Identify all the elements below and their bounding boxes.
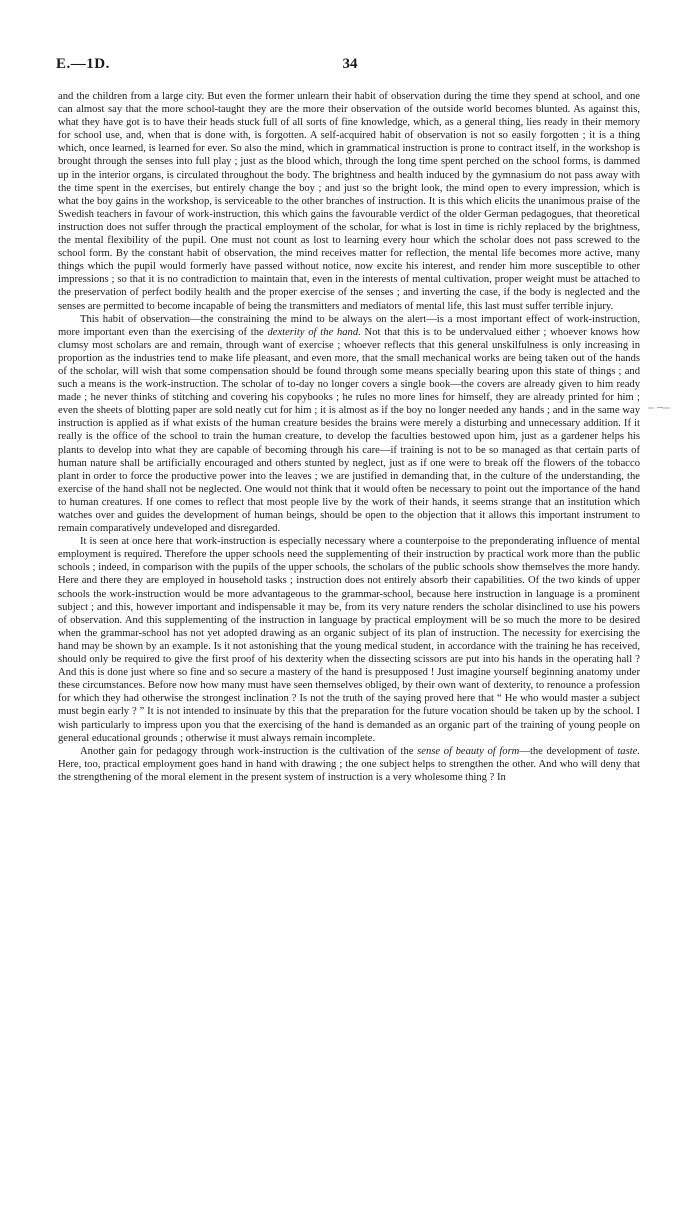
paragraph-observation bbox=[58, 313, 640, 536]
paragraph-text: and the children from a large city. But even the former unlearn their habit of observation during the time they spend at school, and one can almost say that the more school-taught they are the more their observation of the outside world becomes blunted. As against this, what they have got is to have their heads stuck full of all sorts of fine knowledge, which, as a general thing, lies ready in their memory for school use, and, when that is done with, is forgotten. A self-acquired habit of observation is not so easily forgotten ; it is a thing which, once learned, is learned for ever. So also the mind, which in grammatical instruction is prone to contract itself, in the workshop is brought through the senses into full play ; just as the blood which, through the long time spent perched on the school forms, is dammed up in the interior organs, is circulated throughout the body. The brightness and health induced by the gymnasium do not pass away with the time spent in the exercises, but entirely change the boy ; and just so the bright look, the mind open to every impression, which is what the boy gains in the workshop, is serviceable to the other branches of instruction. It is this which elicits the unanimous praise of the Swedish teachers in favour of work-instruction, this which gains the favourable verdict of the older German pedagogues, that theoretical instruction does not suffer through the practical employment of the scholar, for what is lost in time is richly replaced by the brightness, the mental flexibility of the pupil. One must not count as lost to learning every hour which the scholar does not pass screwed to the school form. By the constant habit of observation, the mind receives matter for reflection, the mental life becomes more active, many things which the pupil would formerly have passed without notice, now excite his interest, and render him more susceptible to other impressions ; so that it is no contradiction to maintain that, even in the interests of mental cultivation, proper weight must be attached to the preservation of perfect bodily health and the proper exercise of the senses ; and inverting the case, if the body is neglected and the senses are permitted to become incapable of being the transmitters and mediators of mental life, this last must suffer terrible injury. bbox=[58, 91, 640, 312]
paragraph-text: Another gain for pedagogy through work-instruction is the cultivation of the bbox=[80, 745, 418, 757]
paragraph-upper-schools bbox=[58, 535, 640, 745]
report-reference: E.—1D. bbox=[56, 56, 110, 72]
italic-phrase: sense of beauty of form bbox=[417, 745, 520, 757]
page-number: 34 bbox=[342, 56, 358, 72]
paragraph-text: This habit of observation—the constraining the mind to be always on the alert—is a most important effect of work-instruction, more important even than the exercising of the bbox=[58, 313, 640, 338]
body-text bbox=[58, 90, 640, 784]
italic-phrase: dexterity of the hand. bbox=[267, 326, 361, 338]
paragraph-text: Not that this is to be undervalued either ; whoever knows how clumsy most scholars are and remain, through want of exercise ; whoever reflects that this general unskilfulness is only increasing in proportion as the industries tend to make life pleasant, and even more, that the small mechanical works are being taken out of the hands of the scholar, will wish that some compensation should be found through some means specially bearing upon this state of things ; and such a means is the work-instruction. The scholar of to-day no longer covers a single book—the covers are already given to him ready made ; he never thinks of stitching and covering his copybooks ; he rules no more lines for himself, they are already printed for him ; even the sheets of blotting paper are sold neatly cut for him ; it is almost as if the boy no longer needed any hands ; and in the same way instruction is applied as if what exists of the human creature besides the brains were merely a disturbing and unnecessary addition. If it really is the office of the school to train the human creature, to develop the faculties bestowed upon him, just as a gardener helps his plants to develop into what they are capable of becoming through his care—if training is not to be so managed as that certain parts of human nature shall be artificially encouraged and others stunted by neglect, just as if one were to break off the flowers of the tobacco plant in order to force the productive power into the leaves ; we are justified in demanding that, in the culture of the understanding, the exercise of the hand shall not be neglected. One would not think that it would often be necessary to point out the importance of the hand to human creatures. If one comes to reflect that most people live by the work of their hands, it seems strange that an institution which watches over and guides the development of human beings, should be open to the objection that it allows this important instrument to remain comparatively undeveloped and disregarded. bbox=[58, 326, 641, 535]
paragraph-text: It is seen at once here that work-instruction is especially necessary where a counterpoise to the preponderating influence of mental employment is required. Therefore the upper schools need the supplementing of their instruction by practical work more than the public schools ; indeed, in comparison with the pupils of the upper schools, the scholars of the public schools show themselves the more handy. Here and there they are employed in household tasks ; instruction does not entirely absorb their capabilities. Of the two kinds of upper schools the work-instruction would be more advantageous to the grammar-school, because here instruction in language is a prominent subject ; and this, however important and indispensable it may be, from its very nature renders the scholar disinclined to use his powers of observation. And this supplementing of the instruction in language by practical employment will be so much the more to be desired when the grammar-school has not yet adopted drawing as an organic subject of its plan of instruction. The necessity for exercising the hand may be shown by an example. Is it not astonishing that the young medical student, in accordance with the training he has received, should only be required to give the first proof of his dexterity when the dissecting scissors are put into his hands in the operating hall ? And this is done just where so fine and so secure a mastery of the hand is presupposed ! Just imagine yourself beginning anatomy under these circumstances. Before now how many must have seen themselves obliged, by their own want of dexterity, to renounce a profession for which they had otherwise the strongest inclination ? Is not the truth of the saying proved here that “ He who would master a subject must begin early ? ” It is not intended to insinuate by this that the preparation for the future vocation should be taken up by the school. I wish particularly to impress upon you that the exercising of the hand is demanded as an organic part of the training of young people on general educational grounds ; otherwise it must always remain incomplete. bbox=[58, 536, 640, 744]
paragraph-text: Here, too, practical employment goes hand in hand with drawing ; the one subject helps to strengthen the other. And who will deny that the strengthening of the moral element in the present system of instruction is a very wholesome thing ? In bbox=[58, 758, 640, 783]
page-header bbox=[0, 56, 700, 78]
margin-scribble-mark bbox=[648, 405, 670, 411]
paragraph-text: —the development of bbox=[519, 745, 618, 757]
paragraph-continuation bbox=[58, 90, 640, 313]
paragraph-beauty-of-form bbox=[58, 745, 640, 784]
italic-phrase: taste. bbox=[617, 745, 640, 757]
